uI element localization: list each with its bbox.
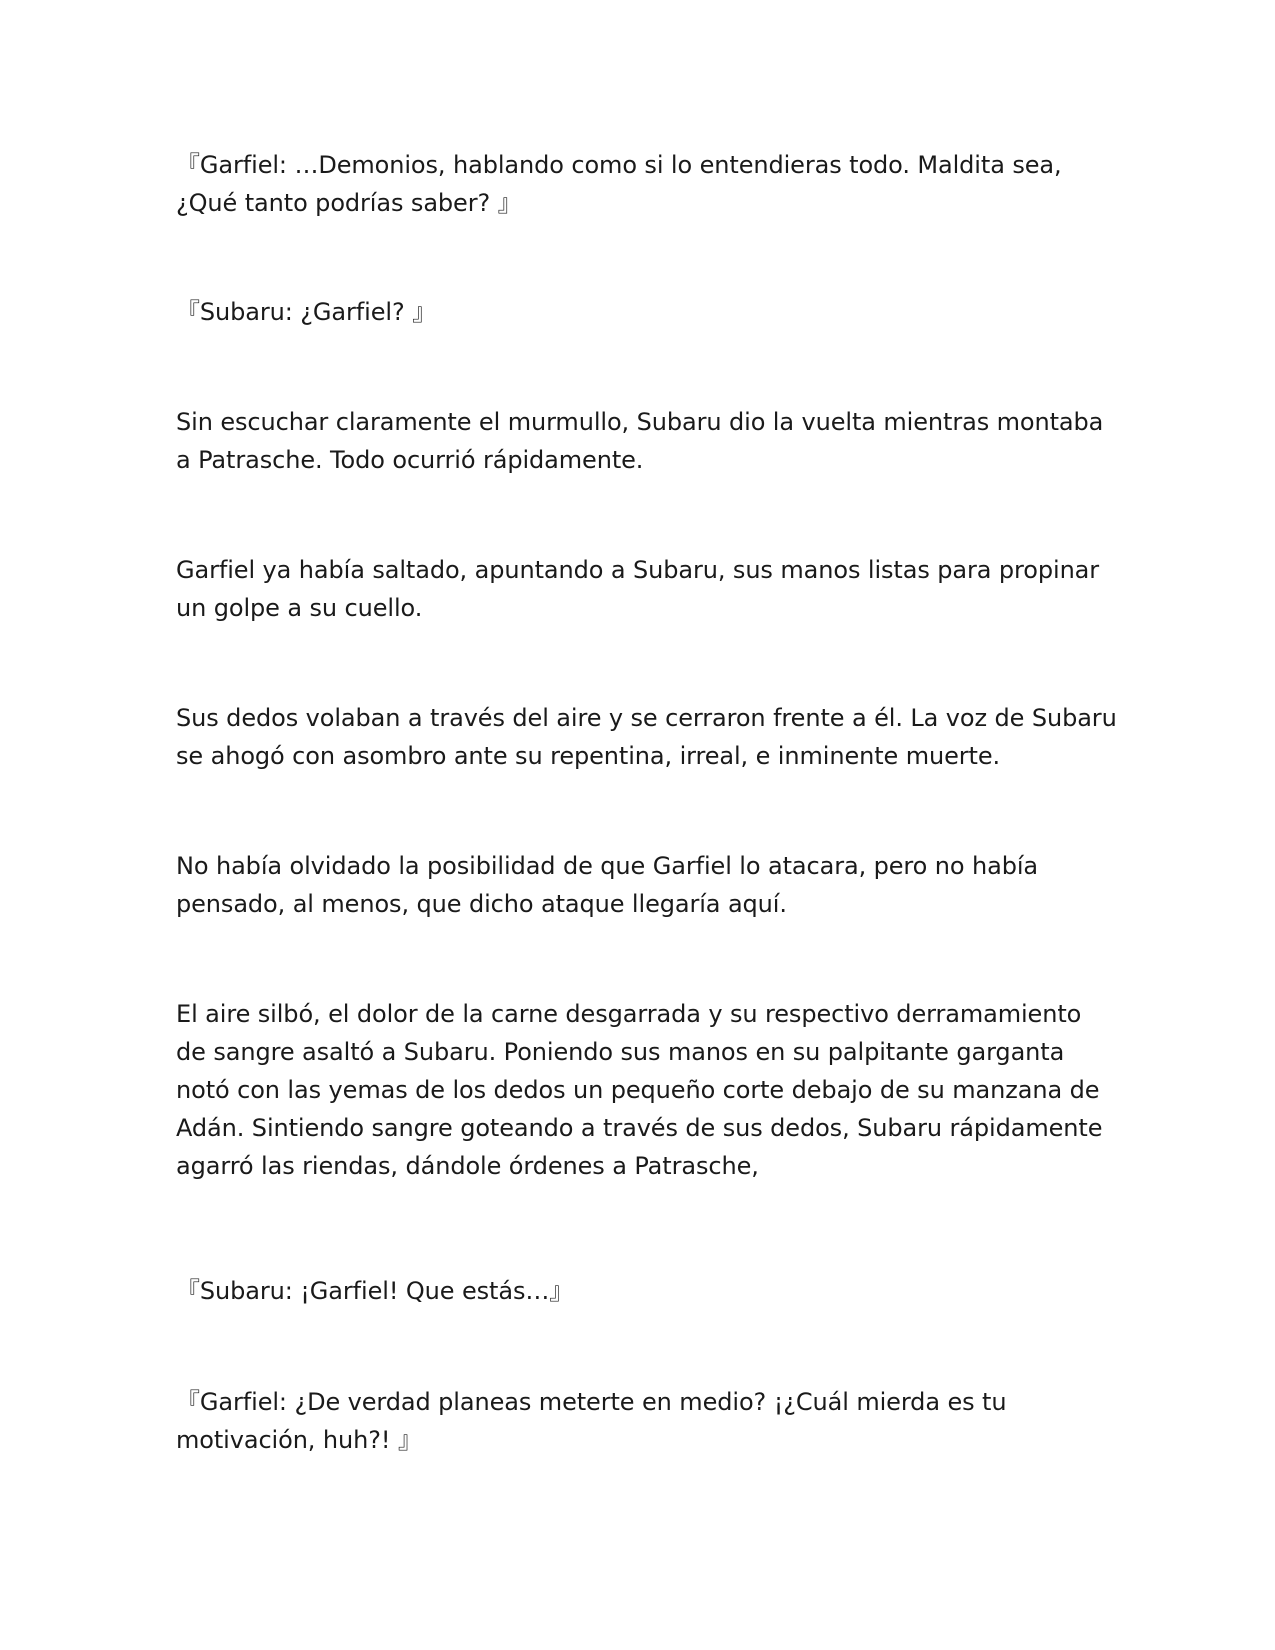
paragraph-subaru-dialogue-1 bbox=[176, 293, 1096, 331]
paragraph-subaru-dialogue-2 bbox=[176, 1272, 1096, 1310]
text-line: pensado, al menos, que dicho ataque llegaría aquí. bbox=[176, 890, 787, 918]
paragraph-narration-2 bbox=[176, 551, 1100, 627]
text-line: Sin escuchar claramente el murmullo, Subaru dio la vuelta mientras montaba bbox=[176, 408, 1104, 436]
text-line: se ahogó con asombro ante su repentina, irreal, e inminente muerte. bbox=[176, 742, 1001, 770]
text-line: ¿Qué tanto podrías saber? 』 bbox=[176, 189, 522, 217]
text-line: notó con las yemas de los dedos un pequeño corte debajo de su manzana de bbox=[176, 1076, 1100, 1104]
paragraph-narration-3 bbox=[176, 699, 1117, 775]
paragraph-garfiel-dialogue-2 bbox=[176, 1383, 1096, 1459]
text-line: 『Subaru: ¿Garfiel? 』 bbox=[176, 298, 437, 326]
text-line: agarró las riendas, dándole órdenes a Patrasche, bbox=[176, 1152, 759, 1180]
paragraph-narration-4 bbox=[176, 847, 1096, 923]
text-line: Sus dedos volaban a través del aire y se cerraron frente a él. La voz de Subaru bbox=[176, 704, 1117, 732]
paragraph-garfiel-dialogue-1 bbox=[176, 146, 1096, 222]
paragraph-narration-5 bbox=[176, 995, 1103, 1185]
text-line: un golpe a su cuello. bbox=[176, 594, 423, 622]
text-line: motivación, huh?! 』 bbox=[176, 1426, 422, 1454]
paragraph-narration-1 bbox=[176, 403, 1104, 479]
text-line: Garfiel ya había saltado, apuntando a Subaru, sus manos listas para propinar bbox=[176, 556, 1100, 584]
text-line: a Patrasche. Todo ocurrió rápidamente. bbox=[176, 446, 644, 474]
text-line: El aire silbó, el dolor de la carne desgarrada y su respectivo derramamiento bbox=[176, 1000, 1082, 1028]
text-line: 『Garfiel: ¿De verdad planeas meterte en medio? ¡¿Cuál mierda es tu bbox=[176, 1388, 1007, 1416]
text-line: de sangre asaltó a Subaru. Poniendo sus manos en su palpitante garganta bbox=[176, 1038, 1065, 1066]
text-line: Adán. Sintiendo sangre goteando a través de sus dedos, Subaru rápidamente bbox=[176, 1114, 1103, 1142]
text-line: No había olvidado la posibilidad de que Garfiel lo atacara, pero no había bbox=[176, 852, 1039, 880]
text-line: 『Subaru: ¡Garfiel! Que estás…』 bbox=[176, 1277, 574, 1305]
text-line: 『Garfiel: …Demonios, hablando como si lo entendieras todo. Maldita sea, bbox=[176, 151, 1062, 179]
